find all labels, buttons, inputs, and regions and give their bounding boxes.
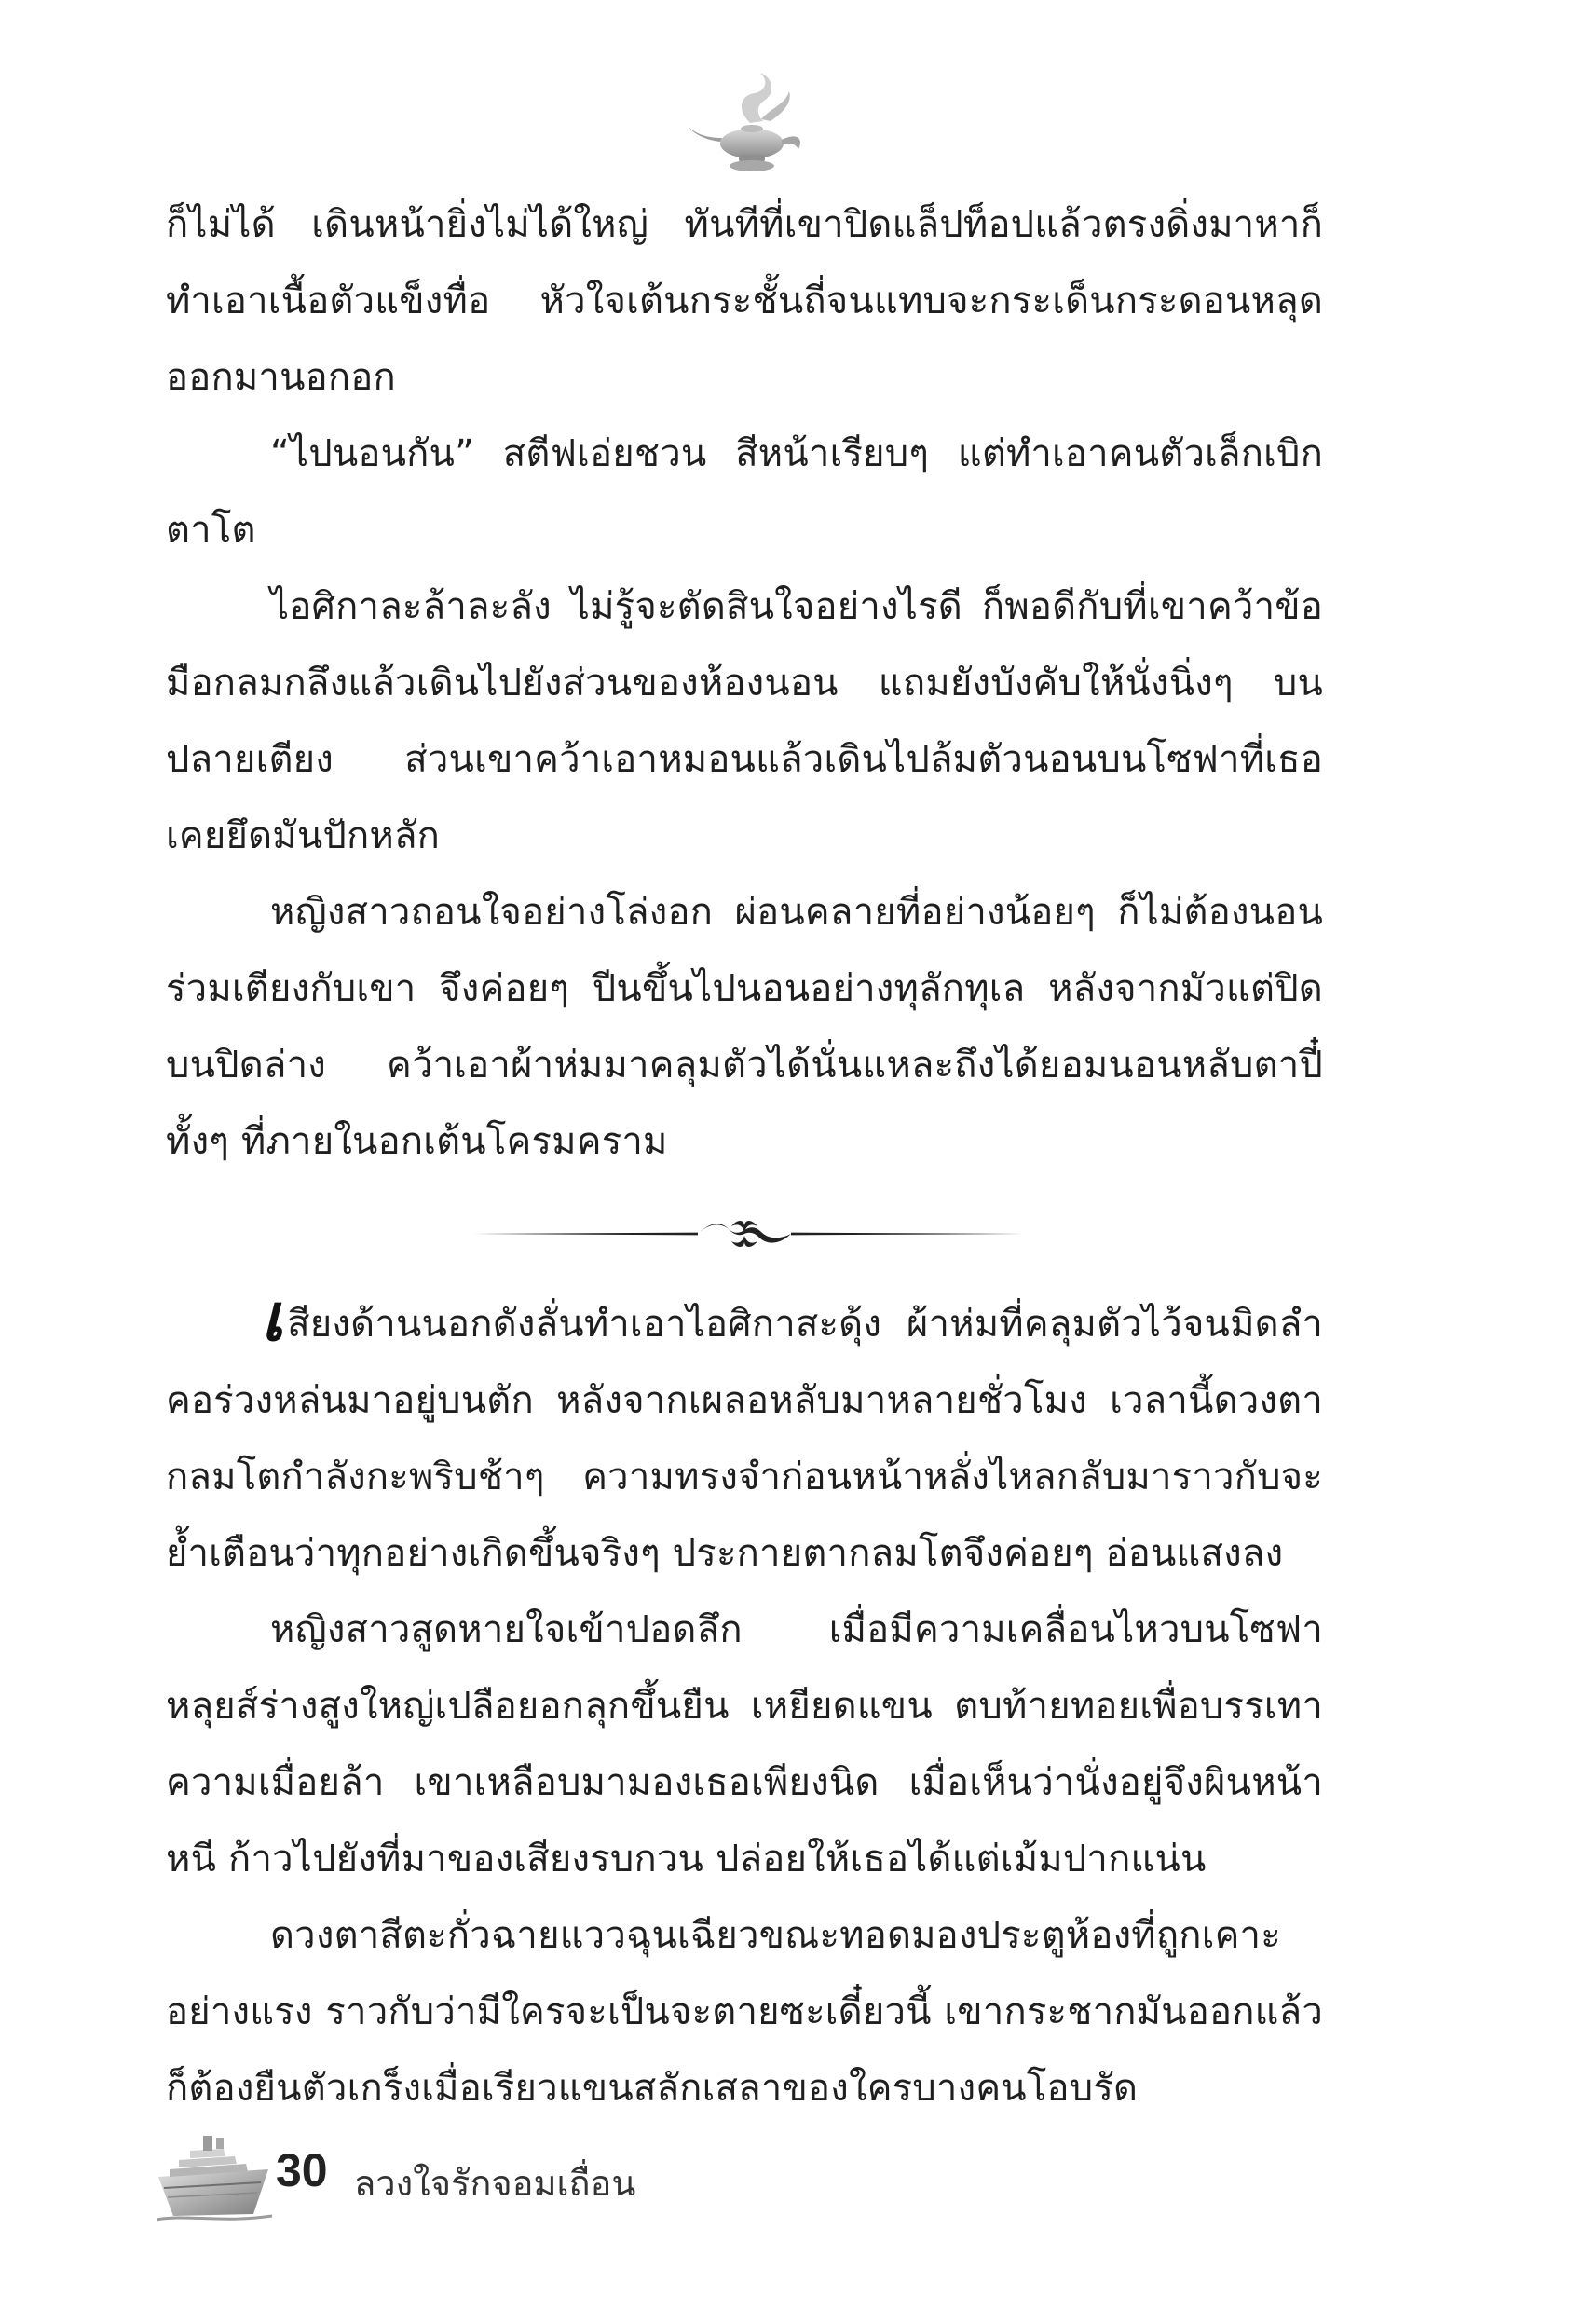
- cruise-ship-icon: [157, 2123, 278, 2225]
- section-divider: [465, 1215, 1024, 1252]
- paragraph: ไอศิกาละล้าละลัง ไม่รู้จะตัดสินใจอย่างไรดี ก็พอดีกับที่เขาคว้าข้อมือกลมกลึงแล้วเดินไปยังส่วนของห้องนอน แถมยังบังคับให้นั่งนิ่งๆ บนปลายเตียง ส่วนเขาคว้าเอาหมอนแล้วเดินไปล้มตัวนอนบนโซฟาที่เธอเคยยึดมันปักหลัก: [166, 585, 1323, 857]
- body-text: [166, 186, 1323, 2126]
- drop-cap: เ: [261, 1279, 284, 1356]
- paragraph-text: สียงด้านนอกดังลั่นทำเอาไอศิกาสะดุ้ง ผ้าห่มที่คลุมตัวไว้จนมิดลำคอร่วงหล่นมาอยู่บนตัก หลังจากเผลอหลับมาหลายชั่วโมง เวลานี้ดวงตากลมโตกำลังกะพริบช้าๆ ความทรงจำก่อนหน้าหลั่งไหลกลับมาราวกับจะย้ำเตือนว่าทุกอย่างเกิดขึ้นจริงๆ ประกายตากลมโตจึงค่อยๆ อ่อนแสงลง: [166, 1303, 1323, 1575]
- genie-lamp-icon: [685, 67, 825, 179]
- page-number: 30: [276, 2144, 328, 2196]
- paragraph: ดวงตาสีตะกั่วฉายแววฉุนเฉียวขณะทอดมองประตูห้องที่ถูกเคาะอย่างแรง ราวกับว่ามีใครจะเป็นจะตายซะเดี๋ยวนี้ เขากระชากมันออกแล้วก็ต้องยืนตัวเกร็งเมื่อเรียวแขนสลักเสลาของใครบางคนโอบรัด: [166, 1914, 1323, 2110]
- paragraph: หญิงสาวสูดหายใจเข้าปอดลึก เมื่อมีความเคลื่อนไหวบนโซฟาหลุยส์ร่างสูงใหญ่เปลือยอกลุกขึ้นยืน เหยียดแขน ตบท้ายทอยเพื่อบรรเทาความเมื่อยล้า เขาเหลือบมามองเธอเพียงนิด เมื่อเห็นว่านั่งอยู่จึงผินหน้าหนี ก้าวไปยังที่มาของเสียงรบกวน ปล่อยให้เธอได้แต่เม้มปากแน่น: [166, 1608, 1323, 1880]
- paragraph-with-dropcap: [166, 1279, 1323, 1592]
- paragraph: หญิงสาวถอนใจอย่างโล่งอก ผ่อนคลายที่อย่างน้อยๆ ก็ไม่ต้องนอนร่วมเตียงกับเขา จึงค่อยๆ ปีนขึ้นไปนอนอย่างทุลักทุเล หลังจากมัวแต่ปิดบนปิดล่าง คว้าเอาผ้าห่มมาคลุมตัวได้นั่นแหละถึงได้ยอมนอนหลับตาปี๋ ทั้งๆ ที่ภายในอกเต้นโครมคราม: [166, 891, 1323, 1163]
- paragraph: “ไปนอนกัน” สตีฟเอ่ยชวน สีหน้าเรียบๆ แต่ทำเอาคนตัวเล็กเบิกตาโต: [166, 432, 1323, 552]
- paragraph: ก็ไม่ได้ เดินหน้ายิ่งไม่ได้ใหญ่ ทันทีที่เขาปิดแล็ปท็อปแล้วตรงดิ่งมาหาก็ทำเอาเนื้อตัวแข็งทื่อ หัวใจเต้นกระชั้นถี่จนแทบจะกระเด็นกระดอนหลุดออกมานอกอก: [166, 203, 1323, 399]
- book-title: ลวงใจรักจอมเถื่อน: [354, 2163, 636, 2204]
- page-footer: [157, 2115, 809, 2236]
